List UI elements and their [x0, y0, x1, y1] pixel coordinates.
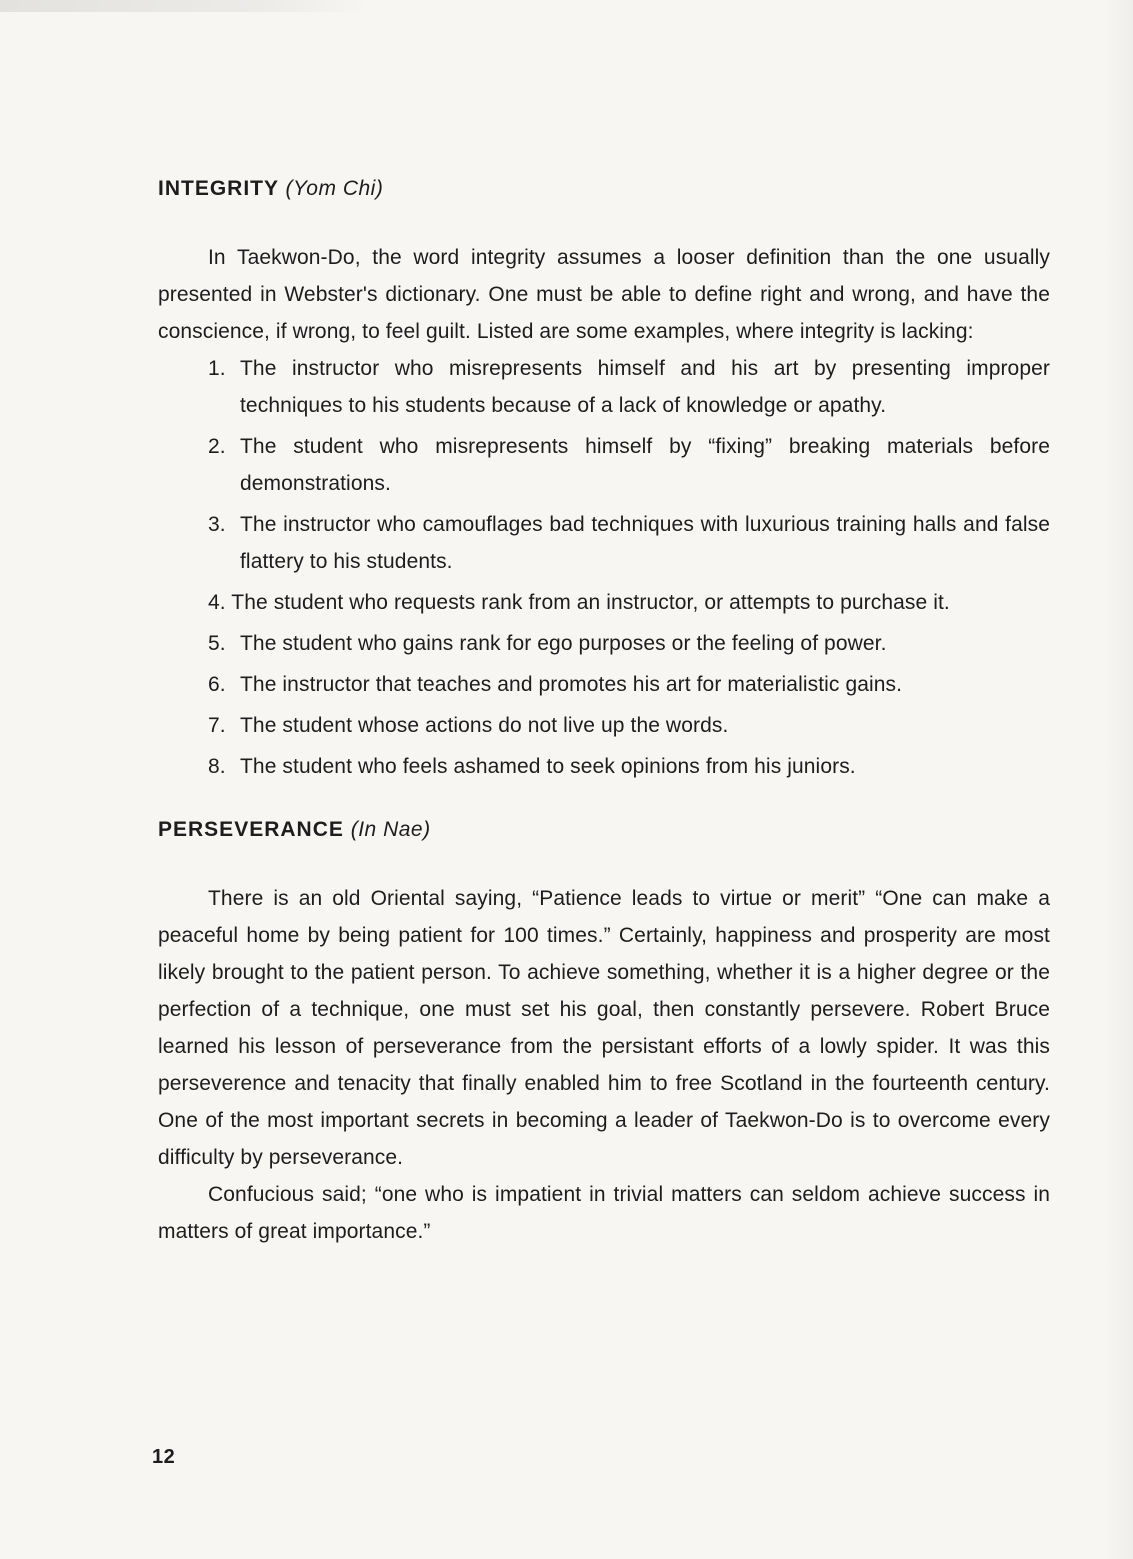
list-item-number: 7. [208, 714, 226, 737]
list-item-text: The student who gains rank for ego purposes or the feeling of power. [240, 632, 887, 655]
integrity-intro-paragraph: In Taekwon-Do, the word integrity assumes a looser definition than the one usually presented in Webster's dictionary. One must be able to define right and wrong, and have the conscience, if wrong, to feel guilt. Listed are some examples, where integrity is lacking: [158, 246, 1050, 343]
list-item [158, 666, 1050, 703]
list-item [158, 748, 1050, 785]
scan-edge-top [0, 0, 370, 12]
list-item-number: 8. [208, 755, 226, 778]
list-item-number: 3. [208, 513, 226, 536]
list-item [158, 428, 1050, 502]
list-item [158, 506, 1050, 580]
list-item-number: 2. [208, 435, 226, 458]
section-heading-integrity [158, 170, 1050, 207]
list-item [158, 584, 1050, 621]
list-item [158, 707, 1050, 744]
list-item-text: The student who feels ashamed to seek opinions from his juniors. [240, 755, 856, 778]
perseverance-subtitle: (In Nae) [350, 818, 431, 841]
list-item-number: 5. [208, 632, 226, 655]
page-number: 12 [152, 1446, 176, 1468]
list-item-number: 1. [208, 357, 226, 380]
list-item-text: The student whose actions do not live up the words. [240, 714, 729, 737]
confucius-quote-paragraph: Confucious said; “one who is impatient in trivial matters can seldom achieve success in matters of great importance.” [158, 1183, 1050, 1243]
section-heading-perseverance [158, 811, 1050, 848]
list-item-text: The instructor who camouflages bad techniques with luxurious training halls and false flattery to his students. [240, 513, 1050, 573]
perseverance-title: PERSEVERANCE [158, 818, 344, 841]
integrity-subtitle: (Yom Chi) [285, 177, 384, 200]
list-item [158, 350, 1050, 424]
list-item-text: The student who requests rank from an instructor, or attempts to purchase it. [231, 591, 950, 614]
list-item-number: 6. [208, 673, 226, 696]
integrity-title: INTEGRITY [158, 177, 279, 200]
list-item-number: 4. [208, 591, 226, 614]
perseverance-paragraph: There is an old Oriental saying, “Patience leads to virtue or merit” “One can make a peaceful home by being patient for 100 times.” Certainly, happiness and prosperity are most likely brought to the patient person. To achieve something, whether it is a higher degree or the perfection of a technique, one must set his goal, then constantly persevere. Robert Bruce learned his lesson of perseverance from the persistant efforts of a lowly spider. It was this perseverence and tenacity that finally enabled him to free Scotland in the fourteenth century. One of the most important secrets in becoming a leader of Taekwon-Do is to overcome every difficulty by perseverance. [158, 887, 1050, 1169]
list-item-text: The student who misrepresents himself by “fixing” breaking materials before demonstrations. [240, 435, 1050, 495]
page-content [158, 170, 1050, 1250]
list-item-text: The instructor who misrepresents himself and his art by presenting improper techniques to his students because of a lack of knowledge or apathy. [240, 357, 1050, 417]
list-item [158, 625, 1050, 662]
integrity-examples-list [158, 350, 1050, 785]
scan-edge-right [1103, 0, 1133, 1559]
list-item-text: The instructor that teaches and promotes his art for materialistic gains. [240, 673, 903, 696]
